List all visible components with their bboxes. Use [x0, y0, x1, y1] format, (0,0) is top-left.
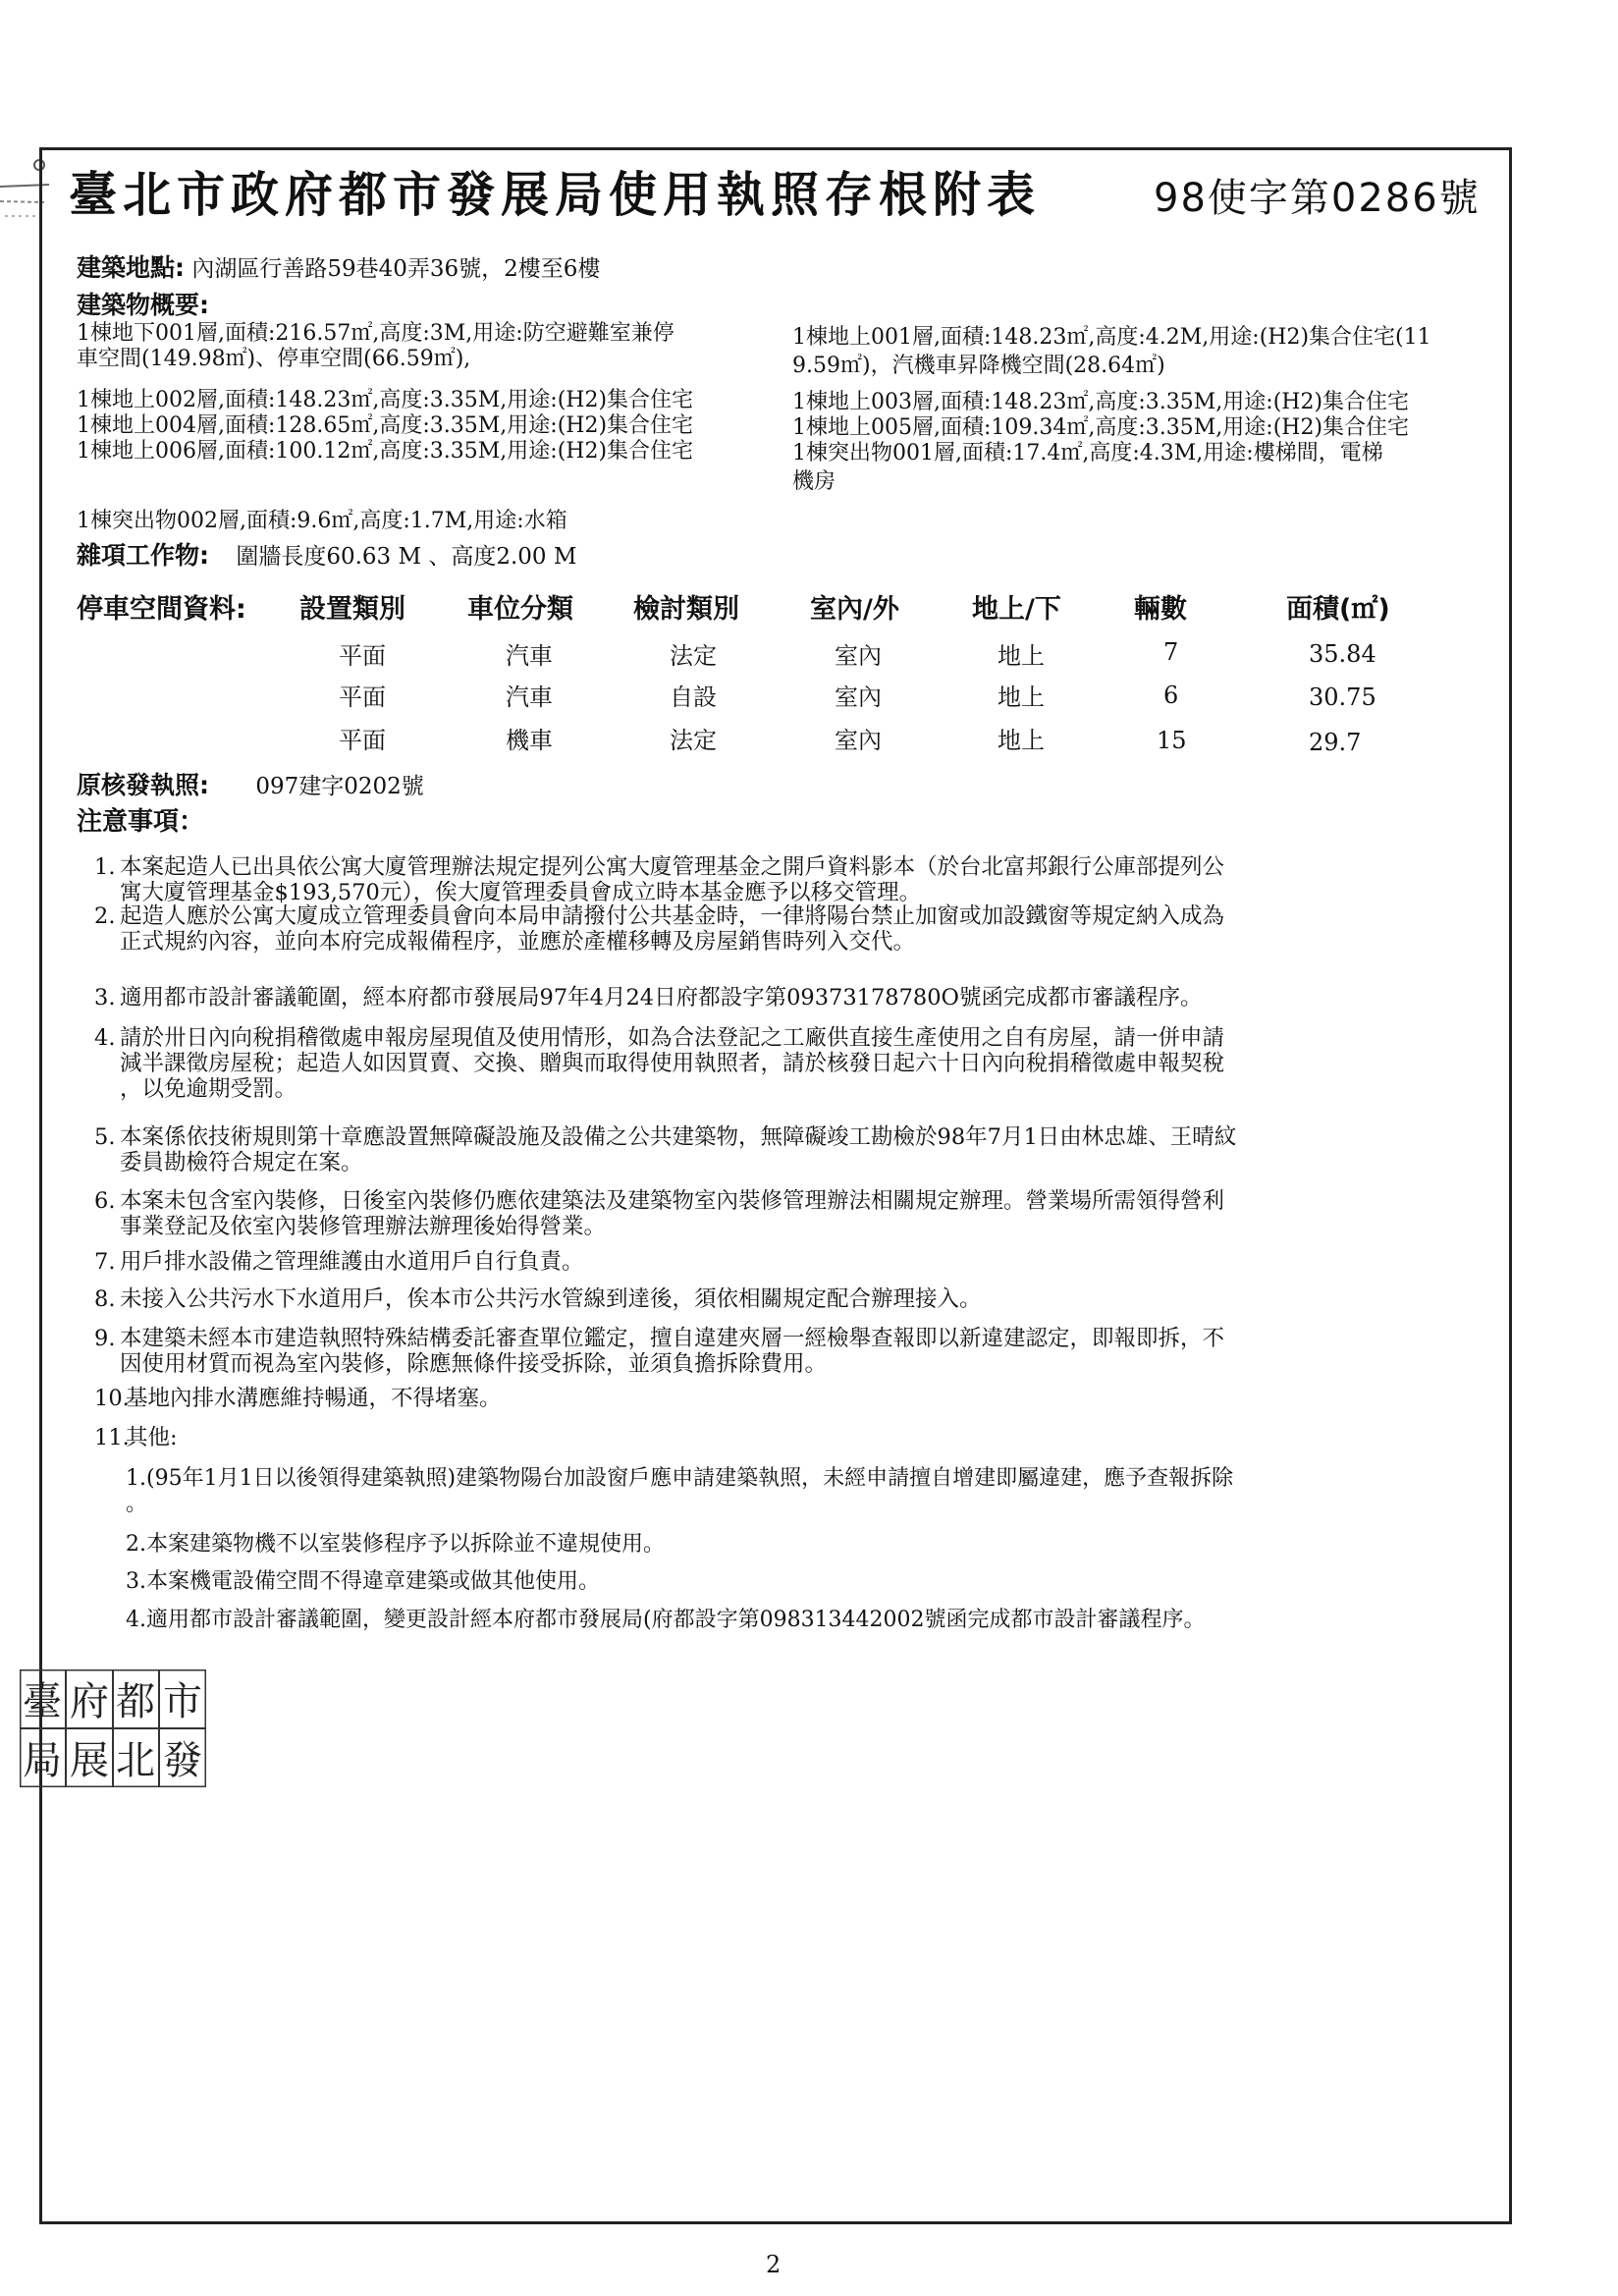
note-number: 11. [94, 1425, 130, 1450]
note-number: 10. [94, 1386, 130, 1411]
note-number: 8. [94, 1286, 116, 1312]
parking-cell: 7 [1163, 638, 1179, 666]
note-line: 本案起造人已出具依公寓大廈管理辦法規定提列公寓大廈管理基金之開戶資料影本（於台北富邦銀行公庫部提列公 [120, 854, 1225, 880]
note-item [94, 1124, 1498, 1175]
note-number: 4. [94, 1025, 116, 1051]
overview-last-line: 1棟突出物002層,面積:9.6㎡,高度:1.7M,用途:水箱 [77, 509, 567, 533]
parking-cell: 地上 [998, 683, 1045, 711]
note-line: ，以免逾期受罰。 [120, 1076, 297, 1102]
parking-cell: 平面 [339, 683, 386, 711]
parking-cell: 平面 [339, 727, 386, 754]
sub-note-line: 1.(95年1月1日以後領得建築執照)建築物陽台加設窗戶應申請建築執照，未經申請擅自增建即屬違建，應予查報拆除 [126, 1466, 1234, 1491]
seal-char: 北 [116, 1738, 155, 1783]
sub-note-line: 。 [126, 1492, 148, 1516]
sub-note-line: 3.本案機電設備空間不得違章建築或做其他使用。 [126, 1569, 600, 1594]
parking-cell: 6 [1163, 682, 1179, 709]
parking-cell: 室內 [835, 683, 882, 711]
note-line: 其他: [126, 1425, 178, 1450]
note-line: 減半課徵房屋稅；起造人如因買賣、交換、贈與而取得使用執照者，請於核發日起六十日內向稅捐稽徵處申報契稅 [120, 1051, 1225, 1076]
misc-work-value: 圍牆長度60.63 M 、高度2.00 M [236, 544, 577, 570]
seal-char: 局 [23, 1738, 62, 1783]
overview-right-line: 1棟地上005層,面積:109.34㎡,高度:3.35M,用途:(H2)集合住宅 [792, 415, 1410, 440]
note-item [94, 1386, 1498, 1411]
note-number: 5. [94, 1124, 116, 1150]
note-number: 3. [94, 985, 116, 1011]
note-line: 適用都市設計審議範圍，經本府都市發展局97年4月24日府都設字第09373178780O號函完成都市審議程序。 [120, 985, 1203, 1011]
note-item [94, 903, 1498, 955]
note-item [94, 985, 1498, 1011]
parking-header: 車位分類 [467, 594, 573, 625]
note-line: 寓大廈管理基金$193,570元），俟大廈管理委員會成立時本基金應予以移交管理。 [120, 880, 922, 905]
overview-left-line: 1棟地上002層,面積:148.23㎡,高度:3.35M,用途:(H2)集合住宅 [77, 388, 694, 412]
parking-header: 室內/外 [810, 594, 899, 625]
seal-char: 府 [70, 1679, 109, 1724]
seal-char: 市 [163, 1679, 202, 1724]
seal-char: 發 [163, 1738, 202, 1783]
note-line: 本案未包含室內裝修，日後室內裝修仍應依建築法及建築物室內裝修管理辦法相關規定辦理。營業場所需領得營利 [120, 1188, 1225, 1214]
seal-char: 都 [116, 1679, 155, 1724]
parking-cell: 法定 [670, 727, 717, 754]
original-permit-label: 原核發執照: [77, 771, 209, 799]
parking-cell: 15 [1157, 727, 1187, 754]
overview-right-line: 1棟突出物001層,面積:17.4㎡,高度:4.3M,用途:樓梯間，電梯 [792, 441, 1383, 465]
permit-number: 98使字第0286號 [1154, 176, 1481, 221]
misc-work-label: 雜項工作物: [77, 541, 209, 570]
site-row [77, 255, 600, 282]
note-item [94, 1025, 1498, 1102]
overview-left-line: 1棟地上006層,面積:100.12㎡,高度:3.35M,用途:(H2)集合住宅 [77, 439, 694, 464]
seal-char: 展 [70, 1738, 109, 1783]
parking-header: 面積(㎡) [1286, 594, 1390, 625]
site-label: 建築地點: [77, 253, 185, 282]
parking-cell: 室內 [835, 642, 882, 670]
overview-right-line: 9.59㎡)，汽機車昇降機空間(28.64㎡) [792, 354, 1165, 378]
seal-char: 臺 [23, 1679, 62, 1724]
notes-label: 注意事項： [77, 807, 205, 837]
overview-right-line: 1棟地上001層,面積:148.23㎡,高度:4.2M,用途:(H2)集合住宅(11 [792, 325, 1431, 350]
overview-label: 建築物概要: [77, 291, 209, 319]
parking-header: 檢討類別 [633, 594, 739, 625]
overview-right-line: 1棟地上003層,面積:148.23㎡,高度:3.35M,用途:(H2)集合住宅 [792, 390, 1410, 414]
original-permit-value: 097建字0202號 [255, 774, 424, 799]
note-item [94, 854, 1498, 905]
parking-cell: 地上 [998, 642, 1045, 670]
note-number: 6. [94, 1188, 116, 1214]
parking-header: 設置類別 [299, 594, 405, 625]
parking-cell: 室內 [835, 727, 882, 754]
parking-cell: 自設 [670, 683, 717, 711]
note-item [94, 1249, 1498, 1275]
parking-cell: 30.75 [1309, 683, 1376, 711]
parking-cell: 35.84 [1309, 640, 1376, 668]
note-line: 基地內排水溝應維持暢通，不得堵塞。 [126, 1386, 502, 1411]
note-line: 正式規約內容，並向本府完成報備程序，並應於產權移轉及房屋銷售時列入交代。 [120, 929, 916, 955]
note-line: 本建築未經本市建造執照特殊結構委託審查單位鑑定，擅自違建夾層一經檢舉查報即以新違建認定，即報即拆，不 [120, 1326, 1225, 1351]
note-number: 1. [94, 854, 116, 880]
overview-right-line: 機房 [792, 469, 836, 494]
parking-header: 輛數 [1134, 594, 1187, 625]
parking-cell: 汽車 [506, 642, 553, 670]
original-permit-row [77, 773, 424, 799]
parking-label: 停車空間資料: [77, 594, 246, 625]
parking-cell: 汽車 [506, 683, 553, 711]
note-line: 事業登記及依室內裝修管理辦法辦理後始得營業。 [120, 1214, 607, 1239]
note-number: 9. [94, 1326, 116, 1351]
overview-left-line: 1棟地下001層,面積:216.57㎡,高度:3M,用途:防空避難室兼停 [77, 321, 674, 346]
overview-left-line: 1棟地上004層,面積:128.65㎡,高度:3.35M,用途:(H2)集合住宅 [77, 413, 694, 438]
overview-left-line: 車空間(149.98㎡)、停車空間(66.59㎡), [77, 347, 471, 371]
note-item [94, 1286, 1498, 1312]
note-line: 請於卅日內向稅捐稽徵處申報房屋現值及使用情形，如為合法登記之工廠供直接生產使用之自有房屋，請一併申請 [120, 1025, 1225, 1051]
page-number: 2 [766, 2251, 782, 2278]
note-item [94, 1425, 1498, 1450]
note-number: 7. [94, 1249, 116, 1275]
note-line: 本案係依技術規則第十章應設置無障礙設施及設備之公共建築物，無障礙竣工勘檢於98年7月1日由林忠雄、王晴紋 [120, 1124, 1237, 1150]
note-line: 未接入公共污水下水道用戶，俟本市公共污水管線到達後，須依相關規定配合辦理接入。 [120, 1286, 982, 1312]
misc-work-row [77, 543, 576, 570]
note-number: 2. [94, 903, 116, 929]
note-item [94, 1188, 1498, 1239]
note-line: 委員勘檢符合規定在案。 [120, 1150, 363, 1175]
parking-cell: 29.7 [1309, 729, 1362, 756]
site-value: 內湖區行善路59巷40弄36號，2樓至6樓 [191, 256, 601, 282]
note-line: 因使用材質而視為室內裝修，除應無條件接受拆除，並須負擔拆除費用。 [120, 1351, 828, 1377]
sub-note-line: 2.本案建築物機不以室裝修程序予以拆除並不違規使用。 [126, 1532, 665, 1557]
note-line: 起造人應於公寓大廈成立管理委員會向本局申請撥付公共基金時，一律將陽台禁止加窗或加設鐵窗等規定納入成為 [120, 903, 1225, 929]
sub-note-line: 4.適用都市設計審議範圍，變更設計經本府都市發展局(府都設字第098313442002號函完成都市設計審議程序。 [126, 1608, 1206, 1632]
document-title: 臺北市政府都市發展局使用執照存根附表 [69, 167, 1042, 223]
parking-cell: 法定 [670, 642, 717, 670]
parking-header: 地上/下 [972, 594, 1061, 625]
parking-cell: 平面 [339, 642, 386, 670]
city-seal-stamp [20, 1669, 206, 1787]
note-item [94, 1326, 1498, 1377]
note-line: 用戶排水設備之管理維護由水道用戶自行負責。 [120, 1249, 584, 1275]
parking-cell: 地上 [998, 727, 1045, 754]
parking-cell: 機車 [506, 727, 553, 754]
